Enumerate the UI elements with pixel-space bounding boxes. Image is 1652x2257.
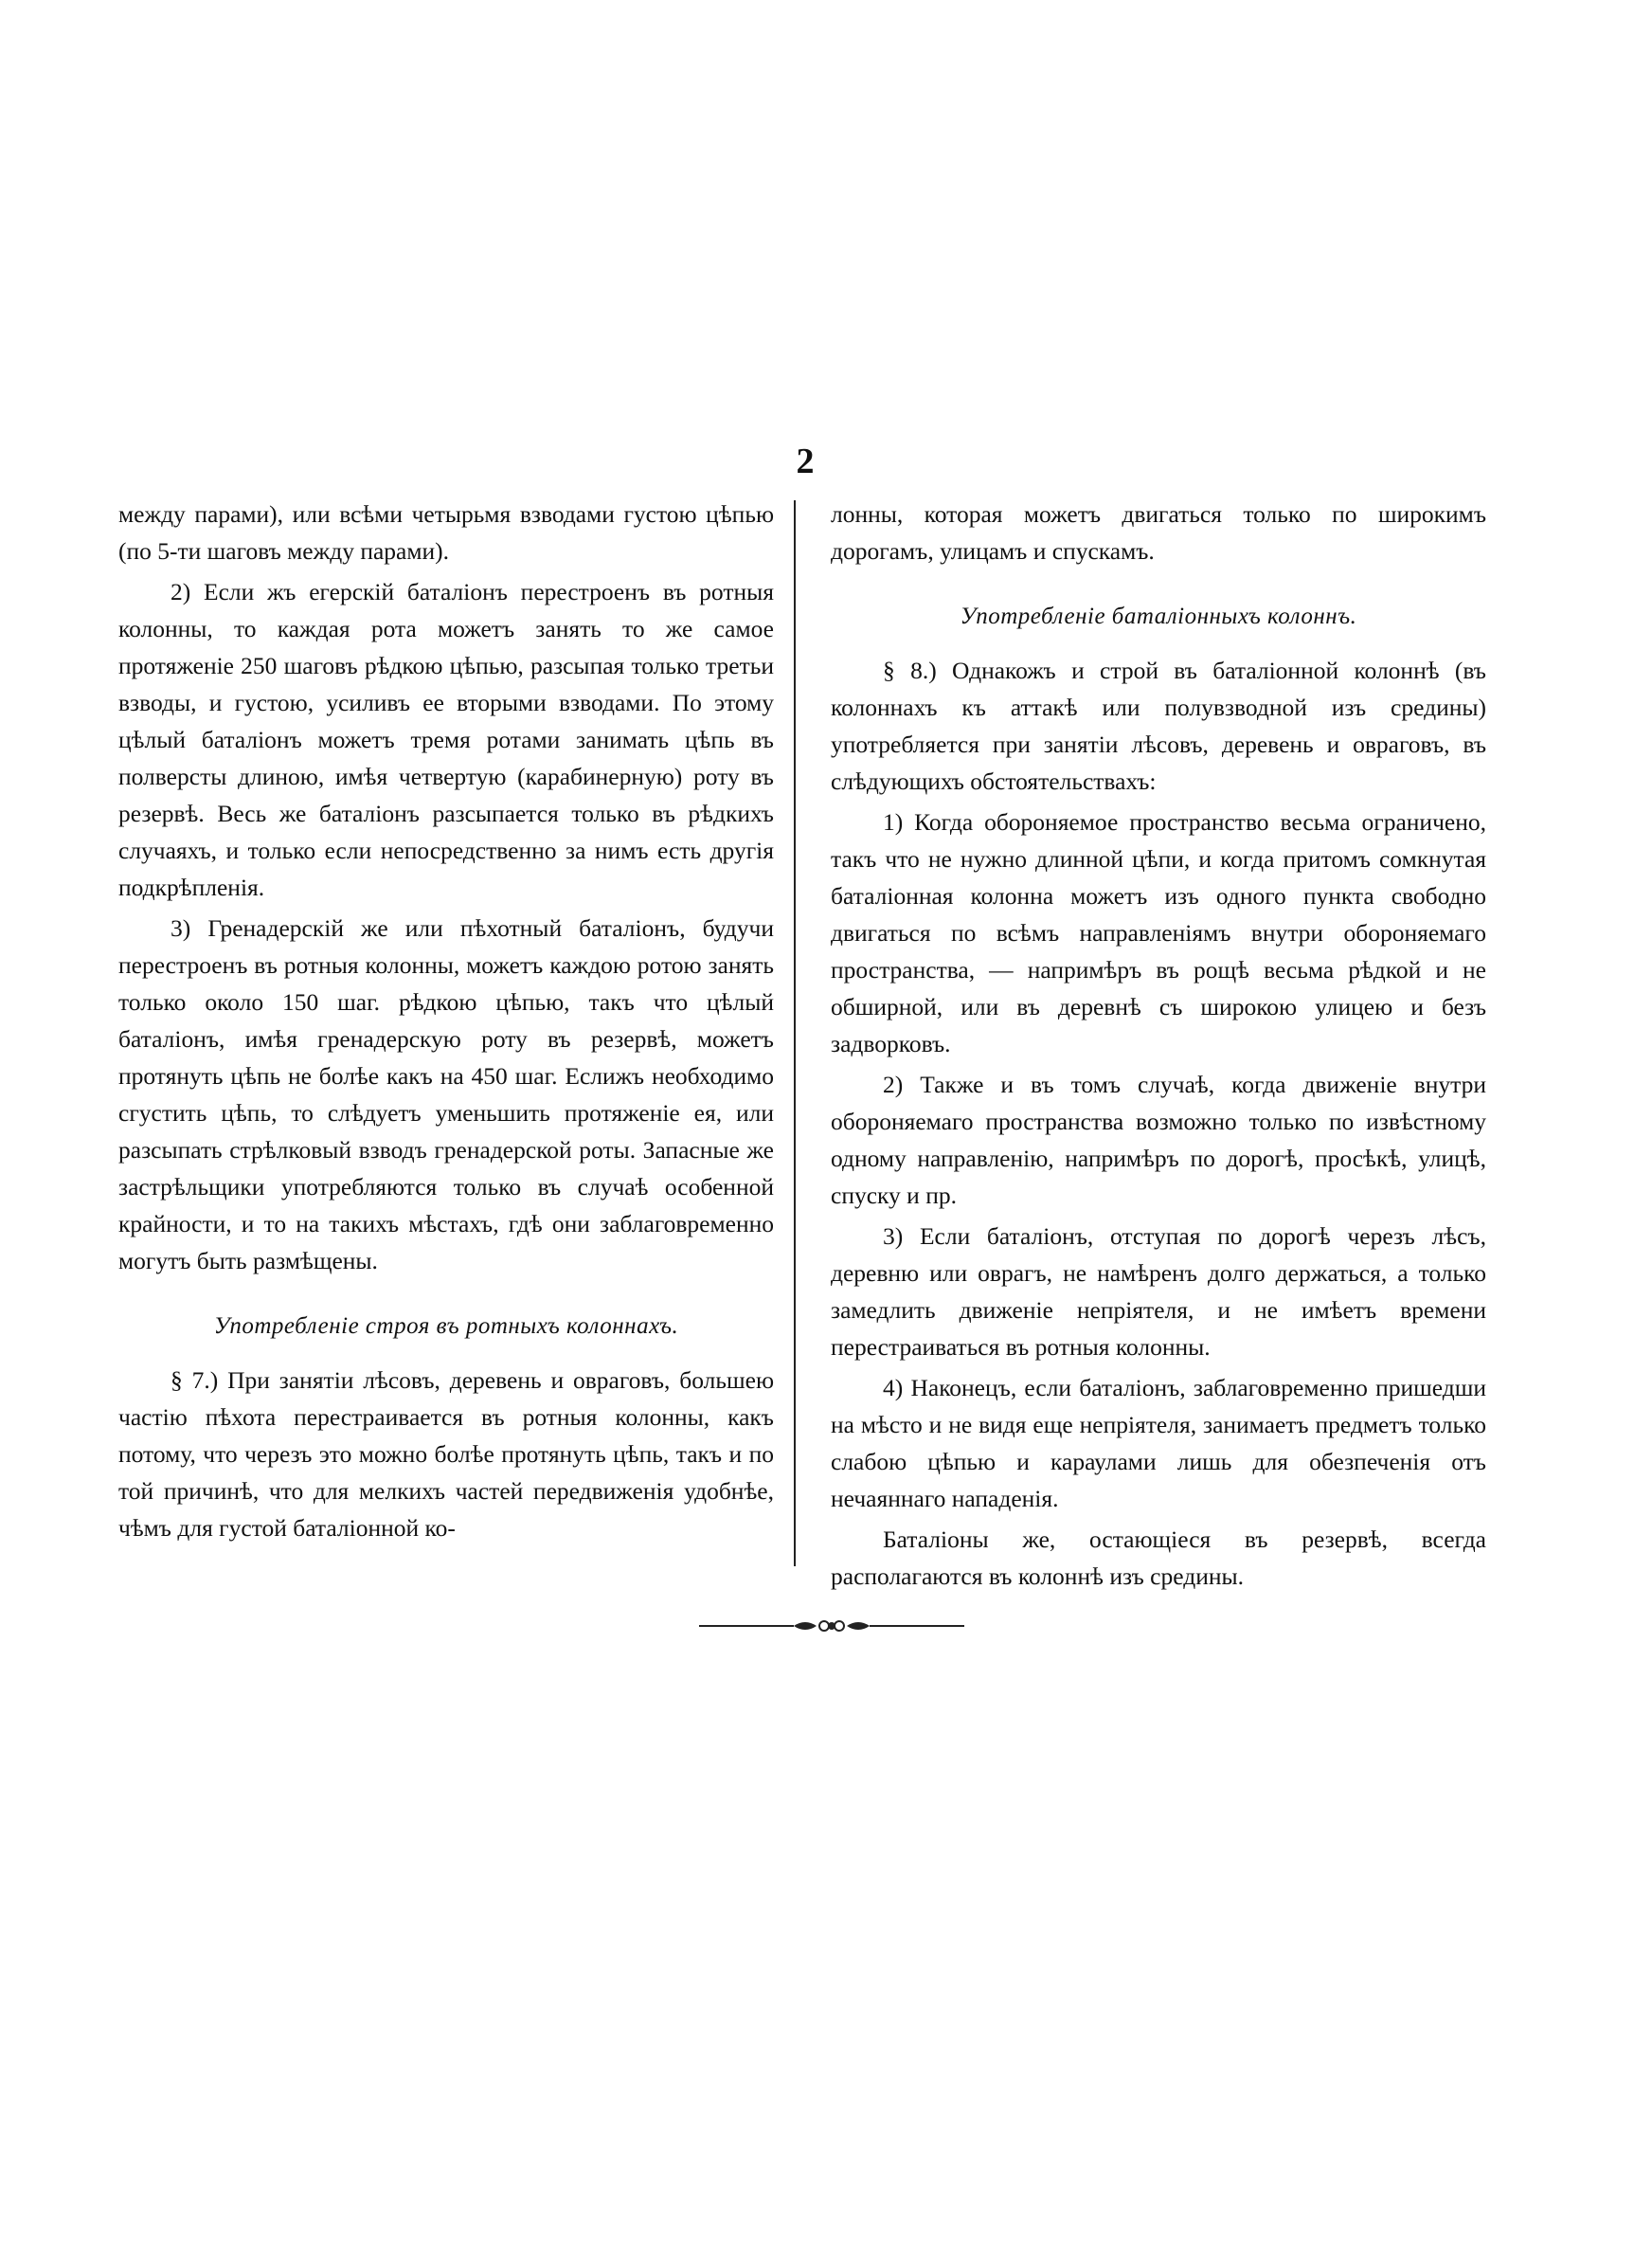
left-section-heading: Употребленіе строя въ ротныхъ колоннахъ. [213, 1313, 679, 1339]
left-paragraph-1: между парами), или всѣми четырьмя взводами густою цѣпью (по 5-ти шаговъ между парами). [118, 500, 774, 565]
right-column [831, 496, 1486, 1598]
right-paragraph-7: Баталіоны же, остающіеся въ резервѣ, всегда располагаются въ колоннѣ изъ средины. [831, 1526, 1486, 1590]
right-paragraph-5: 3) Если баталіонъ, отступая по дорогѣ черезъ лѣсъ, деревню или оврагъ, не намѣренъ долго держаться, а только замедлить движеніе непріятеля, и не имѣетъ времени перестраиваться въ ротныя колонны. [831, 1222, 1486, 1361]
right-paragraph-1: лонны, которая можетъ двигаться только по широкимъ дорогамъ, улицамъ и спускамъ. [831, 500, 1486, 565]
right-paragraph-3: 1) Когда обороняемое пространство весьма ограничено, такъ что не нужно длинной цѣпи, и когда притомъ сомкнутая баталіонная колонна можетъ изъ одного пункта свободно двигаться по всѣмъ направленіямъ внутри обороняемаго пространства, — напримѣръ въ рощѣ весьма рѣдкой и не обширной, или въ деревнѣ съ широкою улицею и безъ задворковъ. [831, 808, 1486, 1057]
right-paragraph-4: 2) Также и въ томъ случаѣ, когда движеніе внутри обороняемаго пространства возможно только по извѣстному одному направленію, напримѣръ по дорогѣ, просѣкѣ, улицѣ, спуску и пр. [831, 1071, 1486, 1209]
page-number: 2 [796, 442, 815, 481]
left-paragraph-4: § 7.) При занятіи лѣсовъ, деревень и овраговъ, большею частію пѣхота перестраивается въ ротныя колонны, какъ потому, что черезъ это можно болѣе протянуть цѣпь, такъ и по той причинѣ, что для мелкихъ частей передвиженія удобнѣе, чѣмъ для густой баталіонной ко- [118, 1366, 774, 1542]
left-paragraph-2: 2) Если жъ егерскій баталіонъ перестроенъ въ ротныя колонны, то каждая рота можетъ занять то же самое протяженіе 250 шаговъ рѣдкою цѣпью, разсыпая только третьи взводы, и густою, усиливъ ее вторыми взводами. По этому цѣлый баталіонъ можетъ тремя ротами занимать цѣпь въ полверсты длиною, имѣя четвертую (карабинерную) роту въ резервѣ. Весь же баталіонъ разсыпается только въ рѣдкихъ случаяхъ, и только если непосредственно за нимъ есть другія подкрѣпленія. [118, 578, 774, 901]
right-section-heading: Употребленіе баталіонныхъ колоннъ. [960, 604, 1357, 629]
right-paragraph-2: § 8.) Однакожъ и строй въ баталіонной колоннѣ (въ колоннахъ къ аттакѣ или полувзводной изъ средины) употребляется при занятіи лѣсовъ, деревень и овраговъ, въ слѣдующихъ обстоятельствахъ: [831, 657, 1486, 795]
ornament-divider-icon [690, 1616, 974, 1635]
column-divider [794, 500, 796, 1566]
right-paragraph-6: 4) Наконецъ, если баталіонъ, заблаговременно пришедши на мѣсто и не видя еще непріятеля, занимаетъ предметъ только слабою цѣпью и караулами лишь для обезпеченія отъ нечаяннаго нападенія. [831, 1374, 1486, 1512]
left-paragraph-3: 3) Гренадерскій же или пѣхотный баталіонъ, будучи перестроенъ въ ротныя колонны, можетъ каждою ротою занять только около 150 шаг. рѣдкою цѣпью, такъ что цѣлый баталіонъ, имѣя гренадерскую роту въ резервѣ, можетъ протянуть цѣпь не болѣе какъ на 450 шаг. Еслижъ необходимо сгустить цѣпь, то слѣдуетъ уменьшить протяженіе ея, или разсыпать стрѣлковый взводъ гренадерской роты. Запасные же застрѣльщики употребляются только въ случаѣ особенной крайности, и то на такихъ мѣстахъ, гдѣ они заблаговременно могутъ быть размѣщены. [118, 914, 774, 1274]
left-column [118, 496, 774, 1550]
